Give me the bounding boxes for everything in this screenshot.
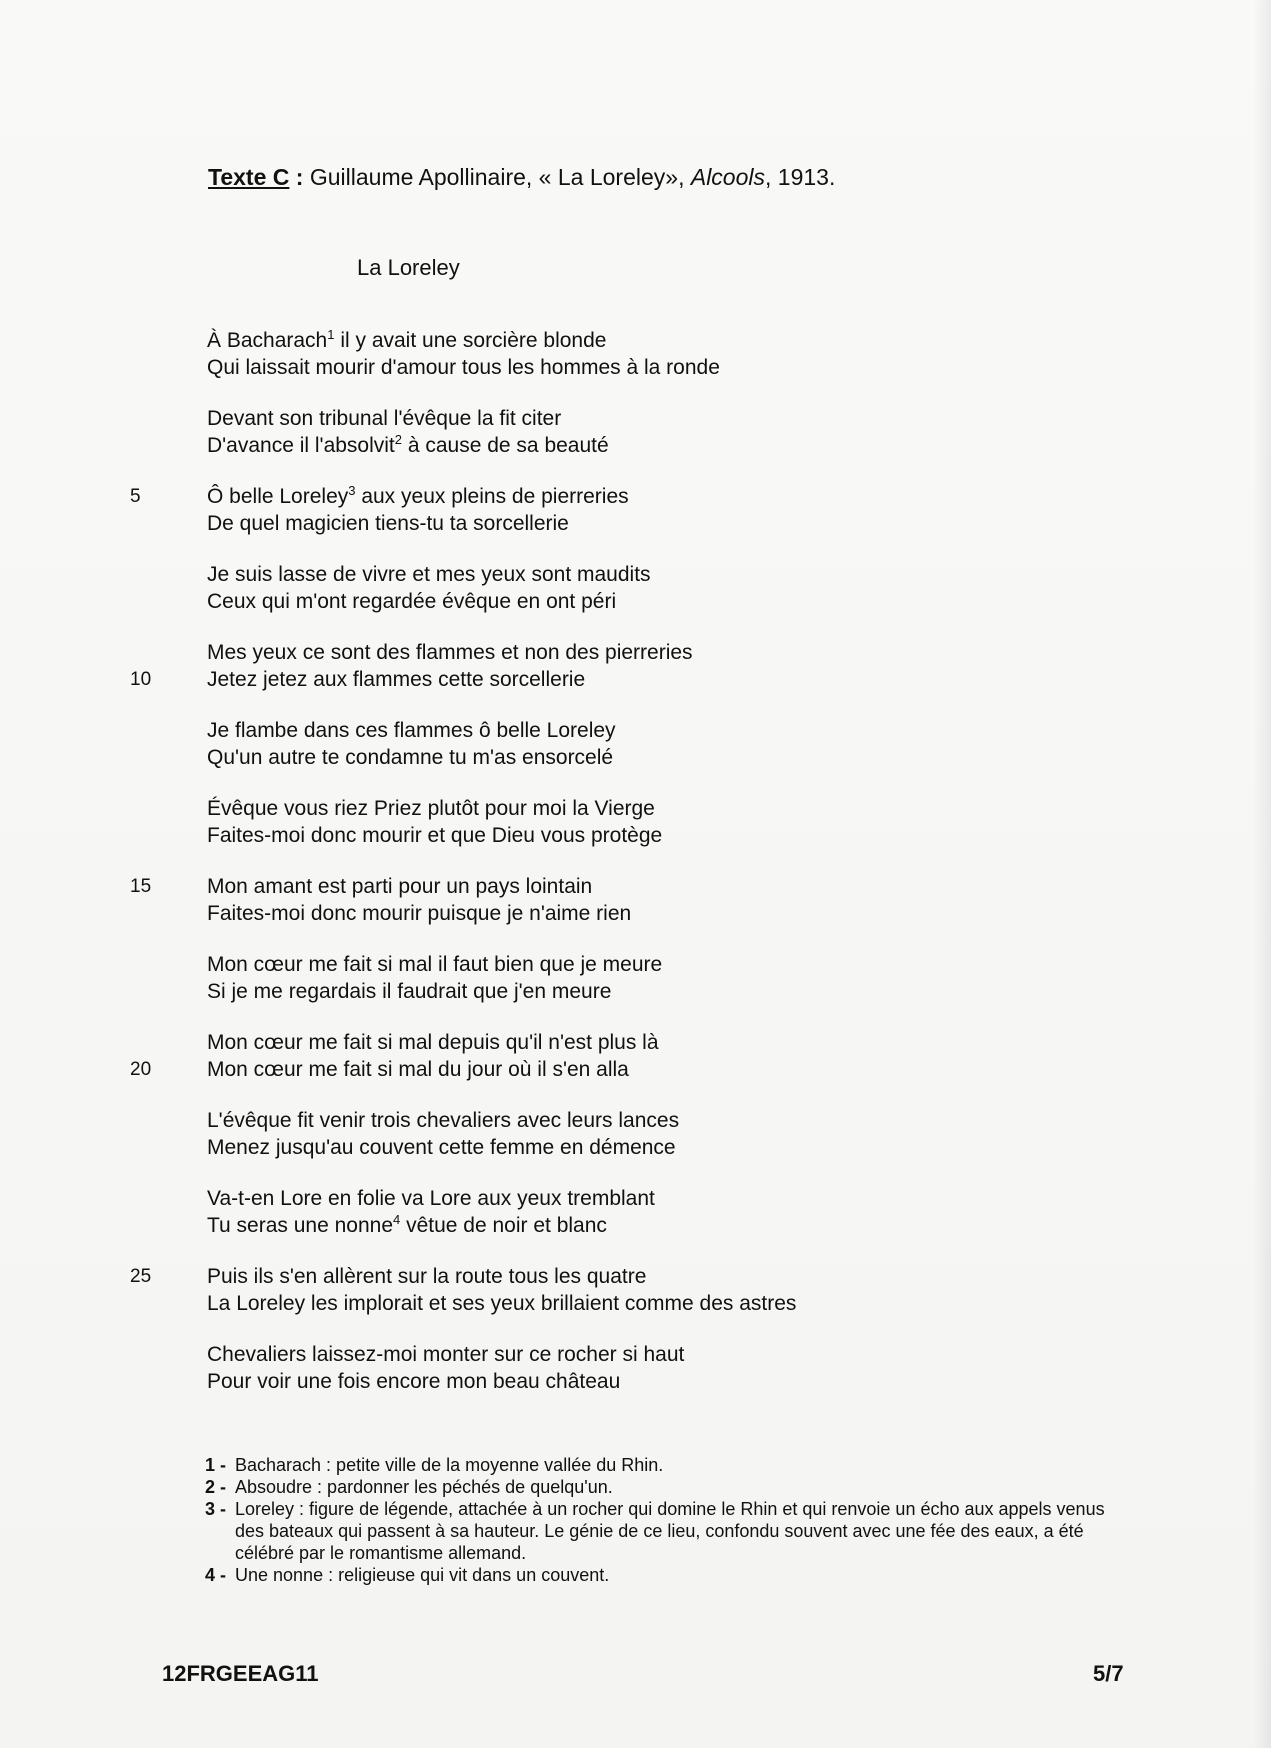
footnote-number: 2 - xyxy=(205,1477,227,1497)
line-text: Mon cœur me fait si mal il faut bien que je meure xyxy=(207,953,663,976)
line-text: Faites-moi donc mourir puisque je n'aime rien xyxy=(207,902,632,925)
stanza xyxy=(207,951,1107,1005)
poem-line xyxy=(207,405,1107,432)
stanza xyxy=(130,873,1107,927)
line-number: 5 xyxy=(130,486,141,507)
line-text: À Bacharach xyxy=(207,329,328,352)
footnote xyxy=(205,1454,1125,1476)
line-number: 10 xyxy=(130,669,152,690)
line-number: 15 xyxy=(130,876,152,897)
poem-line xyxy=(130,1263,1107,1290)
poem-line xyxy=(207,795,1107,822)
line-number: 20 xyxy=(130,1059,152,1080)
footnote-number: 4 - xyxy=(205,1565,227,1585)
poem-line xyxy=(130,873,1107,900)
footnote-number: 1 - xyxy=(205,1455,227,1475)
footnote-text: Bacharach : petite ville de la moyenne vallée du Rhin. xyxy=(235,1455,664,1475)
poem-line xyxy=(130,483,1107,510)
document-code: 12FRGEEAG11 xyxy=(162,1661,319,1686)
line-text-continued: aux yeux pleins de pierreries xyxy=(355,485,629,508)
line-text: D'avance il l'absolvit xyxy=(207,434,395,457)
poem-line xyxy=(207,1107,1107,1134)
line-text: Jetez jetez aux flammes cette sorcellerie xyxy=(207,668,586,691)
poem-line xyxy=(207,1212,1107,1239)
poem-line xyxy=(130,666,1107,693)
page-edge-shadow xyxy=(1253,0,1271,1748)
footnote xyxy=(205,1564,1125,1586)
line-text: Qu'un autre te condamne tu m'as ensorcelé xyxy=(207,746,614,769)
stanza xyxy=(130,639,1107,693)
line-text: Pour voir une fois encore mon beau château xyxy=(207,1370,621,1393)
header-separator: : xyxy=(289,164,310,190)
poem-line xyxy=(207,510,1107,537)
poem-line xyxy=(207,1341,1107,1368)
footnotes xyxy=(205,1454,1125,1586)
poem-line xyxy=(207,1185,1107,1212)
poem-line xyxy=(207,900,1107,927)
poem-line xyxy=(207,717,1107,744)
line-text: Évêque vous riez Priez plutôt pour moi la Vierge xyxy=(207,797,655,820)
stanza xyxy=(207,561,1107,615)
footnote-number: 3 - xyxy=(205,1499,227,1519)
stanza xyxy=(130,1029,1107,1083)
text-label: Texte C xyxy=(208,164,290,190)
stanza xyxy=(207,1185,1107,1239)
poem-line xyxy=(207,744,1107,771)
line-text: Menez jusqu'au couvent cette femme en démence xyxy=(207,1136,676,1159)
poem-line xyxy=(207,432,1107,459)
poem-body xyxy=(130,327,1107,1419)
line-text: Puis ils s'en allèrent sur la route tous les quatre xyxy=(207,1265,647,1288)
stanza xyxy=(207,1107,1107,1161)
line-text: Je suis lasse de vivre et mes yeux sont maudits xyxy=(207,563,651,586)
poem-line xyxy=(207,1134,1107,1161)
footnote-text: Une nonne : religieuse qui vit dans un couvent. xyxy=(235,1565,610,1585)
footnote-text: Loreley : figure de légende, attachée à un rocher qui domine le Rhin et qui renvoie un écho aux appels venus des bateaux qui passent à sa hauteur. Le génie de ce lieu, confondu souvent avec une fée des eaux, a été célébré par le romantisme allemand. xyxy=(235,1499,1105,1563)
line-text: Devant son tribunal l'évêque la fit citer xyxy=(207,407,562,430)
line-text: Mes yeux ce sont des flammes et non des pierreries xyxy=(207,641,693,664)
poem-line xyxy=(207,327,1107,354)
poem-line xyxy=(207,588,1107,615)
footnote-marker: 2 xyxy=(394,432,403,447)
line-text: De quel magicien tiens-tu ta sorcellerie xyxy=(207,512,569,535)
header-year: , 1913. xyxy=(765,164,836,190)
poem-line xyxy=(207,822,1107,849)
poem-line xyxy=(207,561,1107,588)
line-text: La Loreley les implorait et ses yeux brillaient comme des astres xyxy=(207,1292,797,1315)
line-text-continued: vêtue de noir et blanc xyxy=(400,1214,607,1237)
stanza xyxy=(130,1263,1107,1317)
header-work: Alcools xyxy=(690,164,766,190)
line-text: Ceux qui m'ont regardée évêque en ont péri xyxy=(207,590,617,613)
footnote xyxy=(205,1498,1125,1564)
line-text: Je flambe dans ces flammes ô belle Loreley xyxy=(207,719,616,742)
line-text: Ô belle Loreley xyxy=(207,485,349,508)
footnote-marker: 4 xyxy=(393,1212,401,1227)
line-text: Va-t-en Lore en folie va Lore aux yeux tremblant xyxy=(207,1187,655,1210)
line-text: Mon amant est parti pour un pays lointain xyxy=(207,875,593,898)
poem-line xyxy=(207,354,1107,381)
line-text: Mon cœur me fait si mal du jour où il s'en alla xyxy=(207,1058,629,1081)
stanza xyxy=(207,327,1107,381)
page-number: 5/7 xyxy=(1093,1661,1124,1686)
poem-line xyxy=(130,1056,1107,1083)
poem-title: La Loreley xyxy=(357,255,460,280)
line-number: 25 xyxy=(130,1266,152,1287)
stanza xyxy=(207,405,1107,459)
poem-line xyxy=(207,978,1107,1005)
line-text: Faites-moi donc mourir et que Dieu vous protège xyxy=(207,824,663,847)
stanza xyxy=(207,1341,1107,1395)
poem-line xyxy=(207,1029,1107,1056)
poem-line xyxy=(207,951,1107,978)
poem-line xyxy=(207,1368,1107,1395)
line-text: Si je me regardais il faudrait que j'en meure xyxy=(207,980,612,1003)
stanza xyxy=(207,795,1107,849)
footnote-marker: 1 xyxy=(327,327,335,342)
stanza xyxy=(130,483,1107,537)
stanza xyxy=(207,717,1107,771)
poem-line xyxy=(207,639,1107,666)
line-text-continued: à cause de sa beauté xyxy=(402,434,609,457)
footnote-marker: 3 xyxy=(348,483,356,498)
header-author: Guillaume Apollinaire, « La Loreley», xyxy=(309,164,691,190)
line-text: Chevaliers laissez-moi monter sur ce rocher si haut xyxy=(207,1343,685,1366)
poem-line xyxy=(207,1290,1107,1317)
line-text: Mon cœur me fait si mal depuis qu'il n'est plus là xyxy=(207,1031,659,1054)
line-text: L'évêque fit venir trois chevaliers avec leurs lances xyxy=(207,1109,680,1132)
line-text: Qui laissait mourir d'amour tous les hommes à la ronde xyxy=(207,356,720,379)
footnote xyxy=(205,1476,1125,1498)
text-header xyxy=(208,163,835,191)
footnote-text: Absoudre : pardonner les péchés de quelqu'un. xyxy=(235,1477,613,1497)
line-text: Tu seras une nonne xyxy=(207,1214,394,1237)
line-text-continued: il y avait une sorcière blonde xyxy=(334,329,607,352)
